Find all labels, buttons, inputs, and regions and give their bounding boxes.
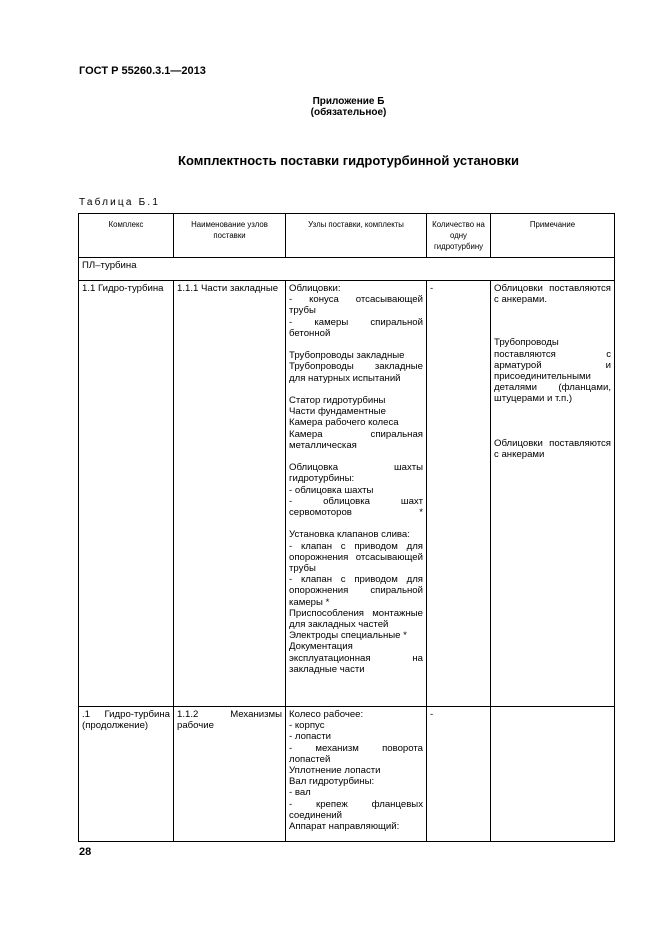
item-line: - облицовка шахты <box>289 484 374 496</box>
item-line: Аппарат направляющий: <box>289 821 400 833</box>
item-line: Облицовка шахты гидротурбины: <box>289 462 423 485</box>
cell-quantity: - <box>427 707 491 842</box>
delivery-table <box>78 213 615 842</box>
cell-items <box>286 707 427 842</box>
table-row <box>79 281 615 707</box>
item-line: - лопасти <box>289 731 331 743</box>
note-text: Облицовки поставляются с анкерами. <box>494 283 611 306</box>
item-line: - крепеж фланцевых соединений <box>289 798 423 821</box>
cell-quantity: - <box>427 281 491 707</box>
item-line: Камера рабочего колеса <box>289 417 399 429</box>
cell-complex: 1.1 Гидро-турбина <box>79 281 174 707</box>
col-header-complex: Комплекс <box>79 214 174 258</box>
col-header-quantity: Количество на одну гидротурбину <box>427 214 491 258</box>
item-line: Уплотнение лопасти <box>289 765 381 777</box>
note-text: Облицовки поставляются с анкерами <box>494 437 611 460</box>
cell-notes <box>491 281 615 707</box>
item-line: Части фундаментные <box>289 406 386 418</box>
item-gap <box>289 518 423 529</box>
table-section-row <box>79 258 615 281</box>
item-line: Трубопроводы закладные <box>289 350 405 362</box>
col-header-unit-name: Наименование узлов поставки <box>174 214 286 258</box>
cell-items <box>286 281 427 707</box>
note-text: Трубопроводы поставляются с арматурой и присоединительными деталями (фланцами, штуцерами и т.п.) <box>494 337 611 405</box>
document-title: Комплектность поставки гидротурбинной установки <box>178 153 519 168</box>
item-line: - клапан с приводом для опорожнения спиральной камеры * <box>289 574 423 608</box>
note-gap <box>494 405 611 438</box>
item-line: - конуса отсасывающей трубы <box>289 294 423 317</box>
item-line: Статор гидротурбины <box>289 395 386 406</box>
item-line: Трубопроводы закладные для натурных испытаний <box>289 361 423 384</box>
item-line: Документация эксплуатационная на закладные части <box>289 641 423 675</box>
item-line: - облицовка шахт сервомоторов * <box>289 495 423 519</box>
col-header-items: Узлы поставки, комплекты <box>286 214 427 258</box>
item-line: Камера спиральная металлическая <box>289 428 423 451</box>
col-header-notes: Примечание <box>491 214 615 258</box>
cell-notes <box>491 707 615 842</box>
item-line: - камеры спиральной бетонной <box>289 316 423 339</box>
item-line: Установка клапанов слива: <box>289 529 410 541</box>
item-line: - механизм поворота лопастей <box>289 742 423 765</box>
item-gap <box>289 451 423 462</box>
item-line: Колесо рабочее: <box>289 709 364 720</box>
item-line: - клапан с приводом для опорожнения отсасывающей трубы <box>289 540 423 575</box>
item-line: Электроды специальные * <box>289 630 407 642</box>
cell-complex <box>79 707 174 842</box>
table-row <box>79 707 615 842</box>
standard-code: ГОСТ Р 55260.3.1—2013 <box>79 65 206 77</box>
cell-unit-name <box>174 707 286 842</box>
complex-text: .1 Гидро-турбина (продолжение) <box>82 709 170 732</box>
item-line: Вал гидротурбины: <box>289 776 375 788</box>
item-line: Приспособления монтажные для закладных частей <box>289 607 423 631</box>
item-gap <box>289 384 423 395</box>
note-gap <box>494 305 611 337</box>
cell-unit-name: 1.1.1 Части закладные <box>174 281 286 707</box>
item-line: - вал <box>289 787 311 799</box>
section-label: ПЛ–турбина <box>79 258 615 281</box>
appendix-status: (обязательное) <box>310 107 387 118</box>
item-line: - корпус <box>289 720 325 732</box>
item-line: Облицовки: <box>289 283 341 294</box>
table-header-row <box>79 214 615 258</box>
appendix-heading <box>0 96 661 118</box>
unit-text: 1.1.2 Механизмы рабочие <box>177 709 282 732</box>
item-gap <box>289 339 423 350</box>
table-label: Таблица Б.1 <box>79 197 161 208</box>
page-number: 28 <box>79 846 92 858</box>
appendix-title: Приложение Б <box>312 96 385 107</box>
